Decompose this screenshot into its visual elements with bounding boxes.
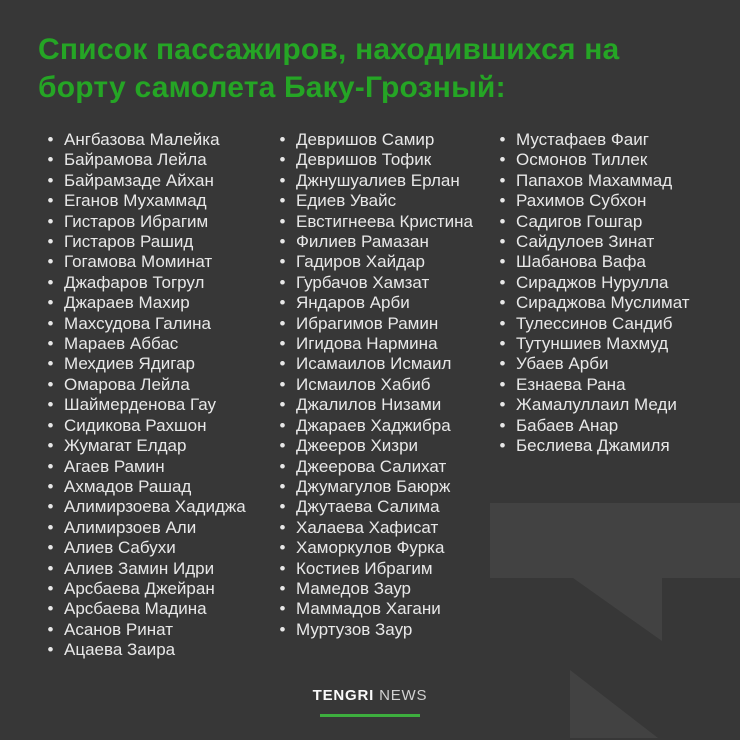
passenger-list-item: • Жумагат Елдар [46,436,246,456]
passenger-list-item: • Игидова Нармина [278,334,473,354]
passenger-list-item: • Исамаилов Исмаил [278,354,473,374]
passenger-list-item: • Сидикова Рахшон [46,416,246,436]
passenger-list-item: • Осмонов Тиллек [498,150,690,170]
passenger-list-item: • Жамалуллаил Меди [498,395,690,415]
passenger-list-item: • Девришов Тофик [278,150,473,170]
passenger-list-item: • Гистаров Рашид [46,232,246,252]
passenger-list-item: • Джалилов Низами [278,395,473,415]
page-title-line2: борту самолета Баку-Грозный: [38,71,506,104]
brand-name-secondary: NEWS [379,687,428,704]
passenger-list-item: • Джеерова Салихат [278,457,473,477]
passenger-list-item: • Гурбачов Хамзат [278,273,473,293]
passenger-list-item: • Сираджов Нурулла [498,273,690,293]
passenger-column-2 [278,130,473,640]
passenger-list-item: • Яндаров Арби [278,293,473,313]
passenger-list-item: • Евстигнеева Кристина [278,212,473,232]
passenger-list-item: • Еганов Мухаммад [46,191,246,211]
passenger-list-item: • Едиев Увайс [278,191,473,211]
passenger-list-item: • Сираджова Муслимат [498,293,690,313]
page-title [38,31,619,107]
passenger-list-item: • Гистаров Ибрагим [46,212,246,232]
passenger-list-item: • Алимирзоева Хадиджа [46,497,246,517]
passenger-list-item: • Мамедов Заур [278,579,473,599]
passenger-list-item: • Байрамзаде Айхан [46,171,246,191]
passenger-list-item: • Махсудова Галина [46,314,246,334]
passenger-list-item: • Езнаева Рана [498,375,690,395]
page-title-line1: Список пассажиров, находившихся на [38,33,620,66]
passenger-list-item: • Сайдулоев Зинат [498,232,690,252]
passenger-list-item: • Алимирзоев Али [46,518,246,538]
passenger-list-item: • Арсбаева Мадина [46,599,246,619]
passenger-list-item: • Исмаилов Хабиб [278,375,473,395]
passenger-list-item: • Байрамова Лейла [46,150,246,170]
brand-wordmark [0,687,740,704]
passenger-list-item: • Джутаева Салима [278,497,473,517]
passenger-list-item: • Филиев Рамазан [278,232,473,252]
passenger-list-item: • Ахмадов Рашад [46,477,246,497]
passenger-list-item: • Джараев Махир [46,293,246,313]
passenger-list-item: • Асанов Ринат [46,620,246,640]
passenger-list-item: • Беслиева Джамиля [498,436,690,456]
passenger-list-item: • Костиев Ибрагим [278,559,473,579]
passenger-list-item: • Гогамова Моминат [46,252,246,272]
brand-underline [320,714,420,717]
passenger-list-item: • Шабанова Вафа [498,252,690,272]
passenger-column-3 [498,130,690,457]
brand-name-primary: TENGRI [312,687,375,704]
passenger-list-item: • Шаймерденова Гау [46,395,246,415]
passenger-list-item: • Убаев Арби [498,354,690,374]
passenger-list-item: • Джееров Хизри [278,436,473,456]
passenger-list-item: • Папахов Махаммад [498,171,690,191]
passenger-list-item: • Омарова Лейла [46,375,246,395]
passenger-list-item: • Рахимов Субхон [498,191,690,211]
passenger-list-item: • Маммадов Хагани [278,599,473,619]
passenger-list-item: • Тулессинов Сандиб [498,314,690,334]
passenger-list-item: • Ангбазова Малейка [46,130,246,150]
passenger-list-item: • Бабаев Анар [498,416,690,436]
passenger-list-item: • Мараев Аббас [46,334,246,354]
passenger-list-item: • Джнушуалиев Ерлан [278,171,473,191]
passenger-list-item: • Алиев Сабухи [46,538,246,558]
passenger-column-1 [46,130,246,661]
passenger-list-item: • Ибрагимов Рамин [278,314,473,334]
passenger-list-item: • Ацаева Заира [46,640,246,660]
passenger-list-item: • Муртузов Заур [278,620,473,640]
passenger-list-item: • Гадиров Хайдар [278,252,473,272]
passenger-list-item: • Хаморкулов Фурка [278,538,473,558]
passenger-list-item: • Халаева Хафисат [278,518,473,538]
passenger-list-item: • Мустафаев Фаиг [498,130,690,150]
passenger-list-item: • Алиев Замин Идри [46,559,246,579]
passenger-list-item: • Арсбаева Джейран [46,579,246,599]
passenger-list-item: • Девришов Самир [278,130,473,150]
passenger-list-item: • Мехдиев Ядигар [46,354,246,374]
passenger-list-item: • Агаев Рамин [46,457,246,477]
passenger-list-item: • Садигов Гошгар [498,212,690,232]
passenger-list-item: • Тутуншиев Махмуд [498,334,690,354]
passenger-list-item: • Джумагулов Баюрж [278,477,473,497]
passenger-list-item: • Джафаров Тогрул [46,273,246,293]
passenger-list-item: • Джараев Хаджибра [278,416,473,436]
